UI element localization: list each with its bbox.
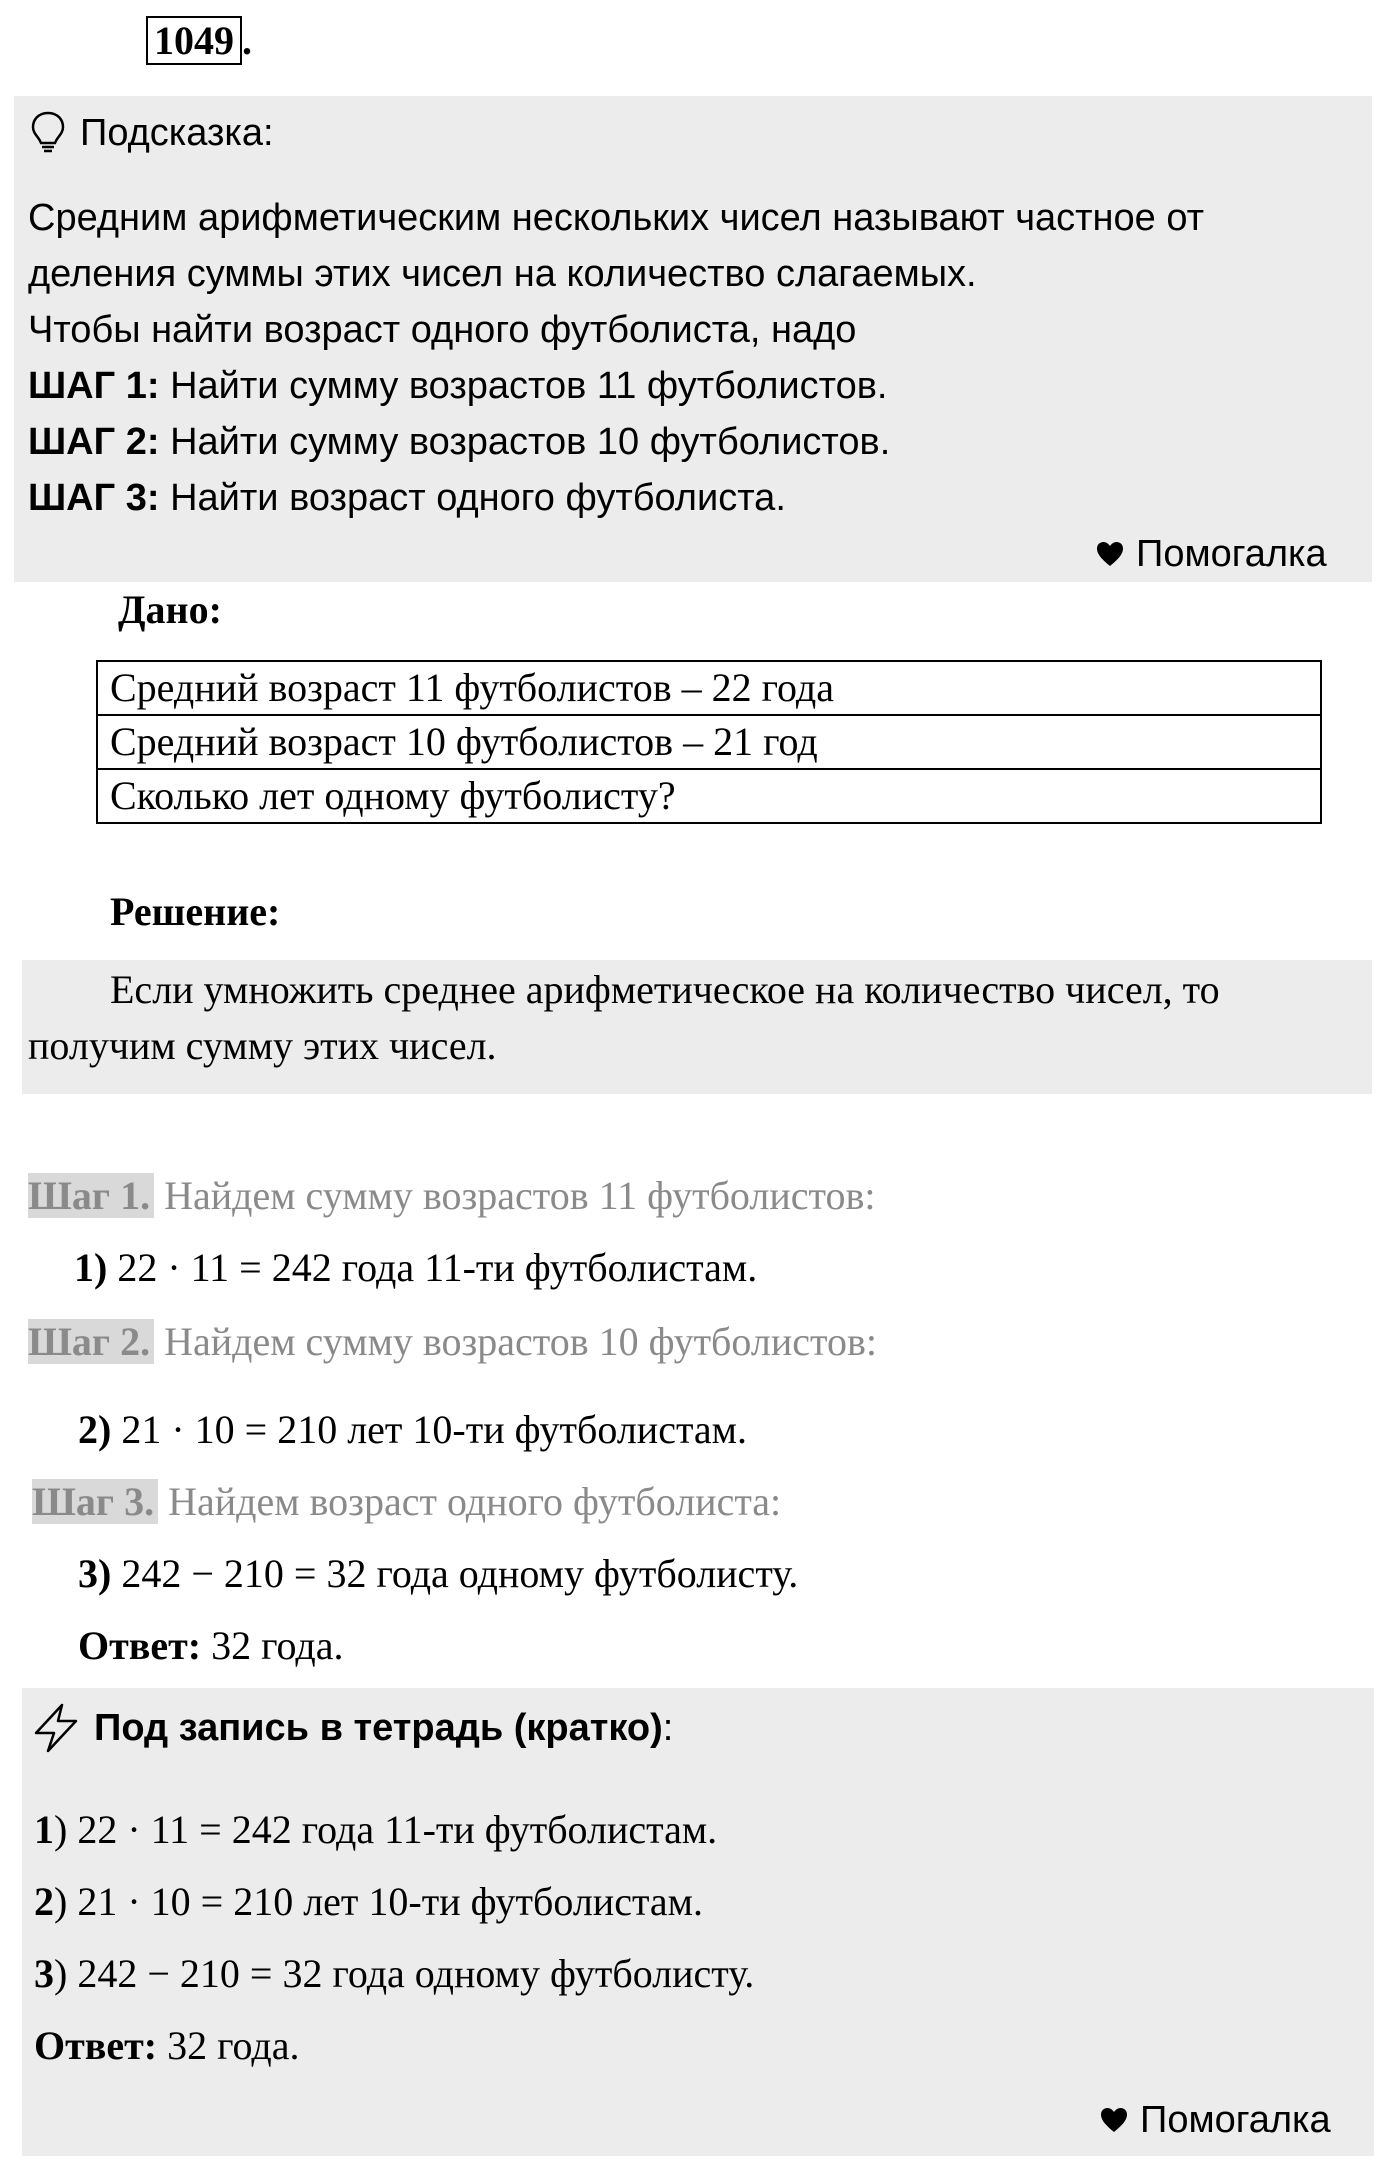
calc-row-1	[74, 1240, 757, 1296]
solution-step-3	[32, 1474, 781, 1530]
hint-step-text: Найти возраст одного футболиста.	[170, 477, 786, 519]
heart-icon	[1096, 541, 1124, 567]
hint-step-text: Найти сумму возрастов 11 футболистов.	[170, 365, 888, 407]
answer-row	[78, 1618, 343, 1674]
given-row	[97, 769, 1321, 823]
solution-label: Решение:	[110, 889, 281, 934]
brand-label: Помогалка	[1140, 2098, 1331, 2141]
problem-number-box: 1049	[146, 16, 242, 65]
step-tag: Шаг 2.	[28, 1319, 154, 1364]
solution-step-2	[28, 1314, 877, 1370]
hint-text-line: Средним арифметическим нескольких чисел называют частное от	[28, 197, 1205, 239]
calc-number: 2)	[78, 1407, 112, 1452]
lightbulb-icon	[30, 110, 66, 156]
answer-value: 32 года.	[211, 1623, 344, 1668]
notebook-line-text: ) 21 · 10 = 210 лет 10-ти футболистам.	[54, 1879, 703, 1924]
brand-link[interactable]	[1096, 526, 1327, 582]
notebook-line-number: 3	[34, 1951, 54, 1996]
given-cell: Сколько лет одному футболисту?	[97, 769, 1321, 823]
notebook-header	[32, 1700, 673, 1756]
notebook-title-suffix: :	[662, 1706, 674, 1749]
answer-label: Ответ:	[78, 1623, 202, 1668]
notebook-answer-label: Ответ:	[34, 2023, 158, 2068]
hint-header	[30, 108, 274, 158]
step-tag: Шаг 3.	[32, 1479, 158, 1524]
notebook-line-number: 2	[34, 1879, 54, 1924]
calc-text: 22 · 11 = 242 года 11-ти футболистам.	[117, 1245, 758, 1290]
hint-step-label: ШАГ 1:	[28, 365, 160, 407]
calc-row-2	[78, 1402, 747, 1458]
given-label: Дано:	[118, 587, 222, 632]
lightning-icon	[32, 1703, 80, 1753]
given-cell: Средний возраст 10 футболистов – 21 год	[97, 715, 1321, 769]
hint-step-2	[28, 414, 890, 470]
calc-number: 3)	[78, 1551, 112, 1596]
explanation-text: Если умножить среднее арифметическое на количество чисел, то получим сумму этих чисел.	[28, 967, 1220, 1068]
brand-link[interactable]	[1100, 2092, 1331, 2148]
given-table	[96, 660, 1322, 824]
given-cell: Средний возраст 11 футболистов – 22 года	[97, 661, 1321, 715]
calc-text: 21 · 10 = 210 лет 10-ти футболистам.	[121, 1407, 747, 1452]
solution-step-1	[28, 1168, 875, 1224]
hint-step-label: ШАГ 3:	[28, 477, 160, 519]
notebook-title: Под запись в тетрадь (кратко)	[94, 1706, 663, 1749]
hint-step-1	[28, 358, 887, 414]
hint-text-line: деления суммы этих чисел на количество слагаемых.	[28, 253, 977, 295]
step-tag: Шаг 1.	[28, 1173, 154, 1218]
notebook-line-3	[34, 1946, 754, 2002]
brand-label: Помогалка	[1136, 532, 1327, 575]
step-text: Найдем сумму возрастов 10 футболистов:	[164, 1319, 877, 1364]
notebook-line-1	[34, 1802, 717, 1858]
hint-step-label: ШАГ 2:	[28, 421, 160, 463]
notebook-line-text: ) 242 − 210 = 32 года одному футболисту.	[54, 1951, 755, 1996]
hint-title: Подсказка:	[80, 111, 274, 154]
given-row	[97, 661, 1321, 715]
notebook-answer-row	[34, 2018, 299, 2074]
hint-text-line: Чтобы найти возраст одного футболиста, надо	[28, 309, 857, 351]
step-text: Найдем возраст одного футболиста:	[168, 1479, 782, 1524]
notebook-line-text: ) 22 · 11 = 242 года 11-ти футболистам.	[54, 1807, 718, 1852]
calc-number: 1)	[74, 1245, 108, 1290]
calc-text: 242 − 210 = 32 года одному футболисту.	[121, 1551, 799, 1596]
notebook-line-2	[34, 1874, 703, 1930]
hint-step-text: Найти сумму возрастов 10 футболистов.	[170, 421, 891, 463]
hint-step-3	[28, 470, 786, 526]
given-row	[97, 715, 1321, 769]
notebook-answer-value: 32 года.	[167, 2023, 300, 2068]
notebook-line-number: 1	[34, 1807, 54, 1852]
step-text: Найдем сумму возрастов 11 футболистов:	[164, 1173, 876, 1218]
problem-number: 1049 .	[146, 18, 286, 64]
calc-row-3	[78, 1546, 798, 1602]
heart-icon	[1100, 2107, 1128, 2133]
